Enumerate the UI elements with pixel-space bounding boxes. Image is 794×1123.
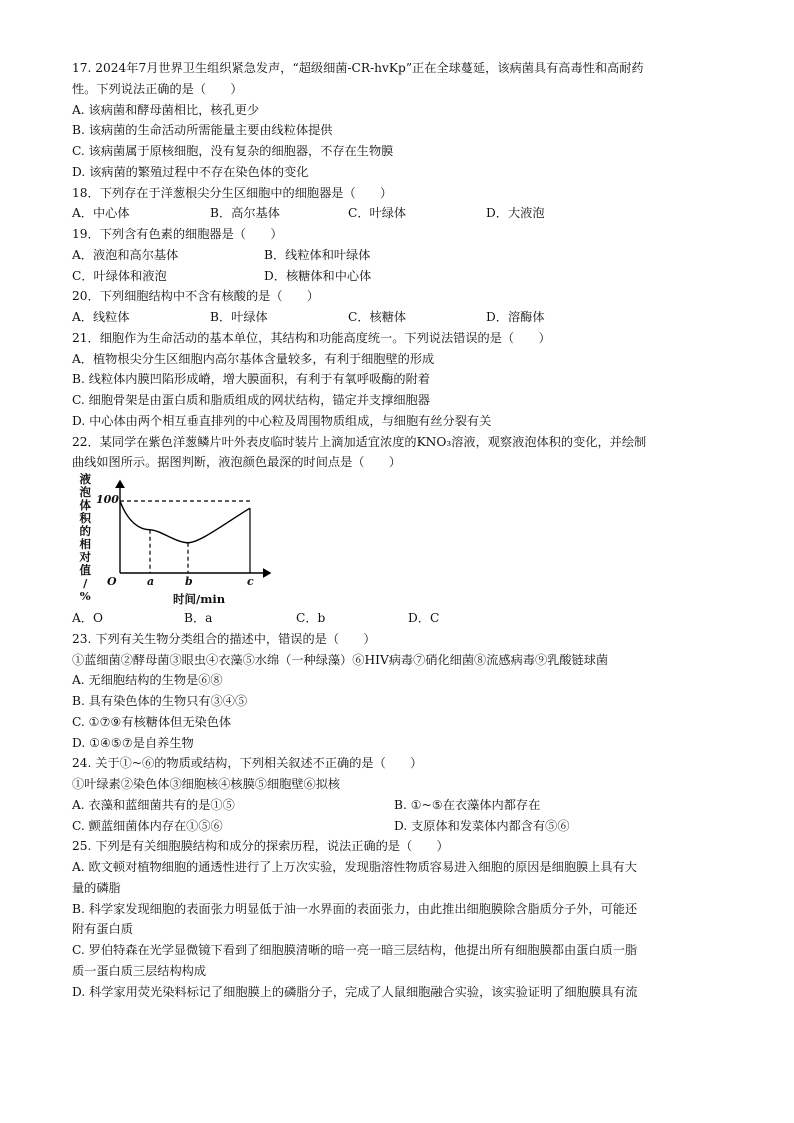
q23-option-c: C. ①⑦⑨有核糖体但无染色体 [72,714,232,729]
q24-option-a: A. 衣藻和蓝细菌共有的是①⑤ [72,797,235,812]
chart-x-tick-b: b [185,575,193,588]
vacuole-volume-chart [74,473,732,608]
q19-options-row2 [72,266,732,287]
q18-option-d: D．大液泡 [486,206,545,221]
q20-option-c: C．核糖体 [348,310,407,324]
q19-option-b: B．线粒体和叶绿体 [264,247,371,262]
q20-options [72,307,732,328]
q24-options-row2 [72,816,732,837]
q24-option-d: D. 支原体和发菜体内都含有⑤⑥ [394,818,570,833]
q17-option-c: C. 该病菌属于原核细胞，没有复杂的细胞器，不存在生物膜 [72,144,394,158]
q23-stem: 23. 下列有关生物分类组合的描述中，错误的是（ ） [72,631,376,646]
q24-structure-list: ①叶绿素②染色体③细胞核④核膜⑤细胞壁⑥拟核 [72,777,341,791]
q25-option-a-line1: A. 欧文顿对植物细胞的通透性进行了上万次实验，发现脂溶性物质容易进入细胞的原因是细胞膜上具有大 [72,860,637,874]
q25-option-c-line1: C. 罗伯特森在光学显微镜下看到了细胞膜清晰的暗一亮一暗三层结构，他提出所有细胞膜都由蛋白质一脂 [72,943,638,957]
chart-series-line [120,501,250,543]
q23-option-d: D. ①④⑤⑦是自养生物 [72,735,194,750]
q17-stem-line1: 17. 2024年7月世界卫生组织紧急发声，“超级细菌-CR-hvKp”正在全球蔓延，该病菌具有高毒性和高耐药 [72,61,644,75]
q24-option-b: B. ①~⑤在衣藻体内都存在 [394,797,541,812]
q21-option-b: B. 线粒体内膜凹陷形成嵴，增大膜面积，有利于有氧呼吸酶的附着 [72,372,430,387]
q25-option-b-line1: B. 科学家发现细胞的表面张力明显低于油一水界面的表面张力，由此推出细胞膜除含脂质分子外，可能还 [72,901,638,916]
q24-options-row1 [72,795,732,816]
chart-y-axis-title: 液 泡 体 积 的 相 对 值 / % [79,472,91,603]
q17-stem-line2: 性。下列说法正确的是（ ） [72,81,243,96]
q24-stem: 24. 关于①~⑥的物质或结构，下列相关叙述不正确的是（ ） [72,756,423,771]
q21-option-a: A．植物根尖分生区细胞内高尔基体含量较多，有利于细胞壁的形成 [72,351,435,366]
q23-option-a: A. 无细胞结构的生物是⑥⑧ [72,673,223,688]
q25-option-d-line1: D. 科学家用荧光染料标记了细胞膜上的磷脂分子，完成了人鼠细胞融合实验，该实验证明了细胞膜具有流 [72,984,638,999]
chart-x-axis-title: 时间/min [173,592,226,606]
q22-option-a: A．O [72,611,103,625]
chart-y-tick-100: 100 [96,493,119,506]
chart-x-tick-O: O [107,575,117,588]
q22-stem-line2: 曲线如图所示。据图判断，液泡颜色最深的时间点是（ ） [72,455,402,470]
q23-organism-list: ①蓝细菌②酵母菌③眼虫④衣藻⑤水绵（一种绿藻）⑥HIV病毒⑦硝化细菌⑧流感病毒⑨乳酸链球菌 [72,652,609,667]
q17-option-b: B. 该病菌的生命活动所需能量主要由线粒体提供 [72,123,333,138]
q21-option-c: C. 细胞骨架是由蛋白质和脂质组成的网状结构，锚定并支撑细胞器 [72,393,430,407]
q17-option-d: D. 该病菌的繁殖过程中不存在染色体的变化 [72,164,309,179]
q23-option-b: B. 具有染色体的生物只有③④⑤ [72,694,248,708]
chart-x-tick-c: c [247,575,254,588]
q22-option-b: B．a [184,611,213,625]
q18-option-b: B．高尔基体 [210,206,280,221]
q24-option-c: C. 颤蓝细菌体内存在①⑤⑥ [72,818,223,833]
q22-options [72,608,732,629]
q21-stem: 21．细胞作为生命活动的基本单位，其结构和功能高度统一。下列说法错误的是（ ） [72,330,551,345]
q19-option-d: D．核糖体和中心体 [264,268,372,283]
q25-stem: 25. 下列是有关细胞膜结构和成分的探索历程，说法正确的是（ ） [72,839,449,854]
q25-option-a-line2: 量的磷脂 [72,880,121,895]
q22-option-d: D．C [408,611,440,625]
q19-options-row1 [72,245,732,266]
q19-option-a: A．液泡和高尔基体 [72,247,179,262]
q18-options [72,203,732,224]
q20-option-b: B．叶绿体 [210,310,268,324]
q19-option-c: C．叶绿体和液泡 [72,268,167,283]
q25-option-b-line2: 附有蛋白质 [72,922,133,937]
q21-option-d: D. 中心体由两个相互垂直排列的中心粒及周围物质组成，与细胞有丝分裂有关 [72,413,492,428]
q17-option-a: A. 该病菌和酵母菌相比，核孔更少 [72,102,260,117]
q18-stem: 18．下列存在于洋葱根尖分生区细胞中的细胞器是（ ） [72,185,393,200]
q20-stem: 20．下列细胞结构中不含有核酸的是（ ） [72,289,320,304]
q20-option-d: D．溶酶体 [486,310,545,324]
q18-option-c: C．叶绿体 [348,206,407,221]
q22-stem-line1: 22．某同学在紫色洋葱鳞片叶外表皮临时装片上滴加适宜浓度的KNO₃溶液，观察液泡体积的变化，并绘制 [72,434,647,449]
chart-x-tick-a: a [147,575,155,588]
q22-option-c: C．b [296,611,326,625]
exam-page [72,58,732,1002]
q25-option-c-line2: 质一蛋白质三层结构构成 [72,963,207,978]
q18-option-a: A．中心体 [72,206,130,221]
q19-stem: 19．下列含有色素的细胞器是（ ） [72,227,283,241]
q20-option-a: A．线粒体 [72,310,130,324]
